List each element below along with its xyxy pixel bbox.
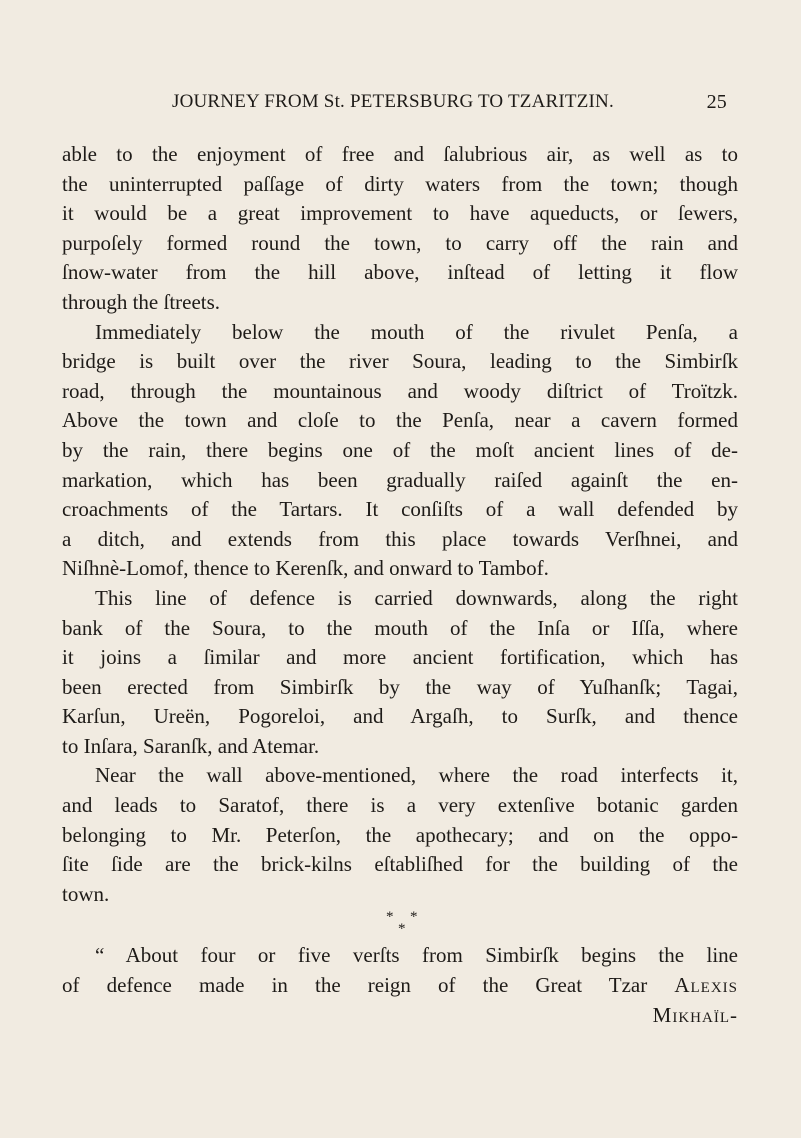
text-line: This line of defence is carried downwards, along the right [95, 585, 738, 610]
section-break-asterisks [62, 909, 738, 941]
small-caps-name: Alexis [674, 973, 738, 998]
text-line: Niſhnè-Lomof, thence to Kerenſk, and onward to Tambof. [62, 556, 549, 581]
text-line: it would be a great improvement to have aqueducts, or ſewers, [62, 201, 738, 226]
text-line: a ditch, and extends from this place towards Verſhnei, and [62, 526, 738, 551]
text-line: belonging to Mr. Peterſon, the apothecary; and on the oppo- [62, 822, 738, 847]
text-line: purpoſely formed round the town, to carry off the rain and [62, 230, 738, 255]
running-header [172, 91, 727, 117]
asterisk: * [398, 921, 406, 938]
text-line: it joins a ſimilar and more ancient fortification, which has [62, 645, 738, 670]
quote-line: “ About four or five verſts from Simbirſk begins the line [95, 943, 738, 968]
text-line: town. [62, 881, 110, 906]
text-line: by the rain, there begins one of the moſt ancient lines of de- [62, 437, 738, 462]
text-line: bank of the Soura, to the mouth of the Inſa or Iſſa, where [62, 615, 738, 640]
text-line: Karſun, Ureën, Pogoreloi, and Argaſh, to Surſk, and thence [62, 704, 738, 729]
running-title: JOURNEY FROM St. PETERSBURG TO TZARITZIN. [172, 91, 614, 112]
quote-line-text: of defence made in the reign of the Great Tzar Alexis [62, 973, 738, 998]
page-number: 25 [706, 91, 727, 113]
text-line: the uninterrupted paſſage of dirty waters from the town; though [62, 171, 738, 196]
text-line: croachments of the Tartars. It conſiſts of a wall defended by [62, 497, 738, 522]
asterisk: * [386, 909, 394, 926]
catchword [62, 1001, 738, 1031]
body-text [62, 140, 738, 1030]
asterisk: * [410, 909, 418, 926]
quote-line [62, 971, 738, 1001]
text-line: and leads to Saratof, there is a very extenſive botanic garden [62, 793, 738, 818]
text-line: through the ſtreets. [62, 289, 221, 314]
catchword-text: Mikhaïl- [652, 1002, 738, 1027]
text-line: ſnow-water from the hill above, inſtead of letting it flow [62, 260, 738, 285]
text-line: bridge is built over the river Soura, leading to the Simbirſk [62, 349, 738, 374]
text-line: ſite ſide are the brick-kilns eſtabliſhed for the building of the [62, 852, 738, 877]
text-line: Near the wall above-mentioned, where the road interfects it, [95, 763, 738, 788]
text-line: Immediately below the mouth of the rivulet Penſa, a [95, 319, 738, 344]
text-line: able to the enjoyment of free and ſalubrious air, as well as to [62, 142, 738, 166]
text-line: been erected from Simbirſk by the way of Yuſhanſk; Tagai, [62, 674, 738, 699]
text-line: to Inſara, Saranſk, and Atemar. [62, 733, 320, 758]
text-line: markation, which has been gradually raiſed againſt the en- [62, 467, 738, 492]
text-line: Above the town and cloſe to the Penſa, near a cavern formed [62, 408, 738, 433]
text-line: road, through the mountainous and woody diſtrict of Troïtzk. [62, 378, 738, 403]
